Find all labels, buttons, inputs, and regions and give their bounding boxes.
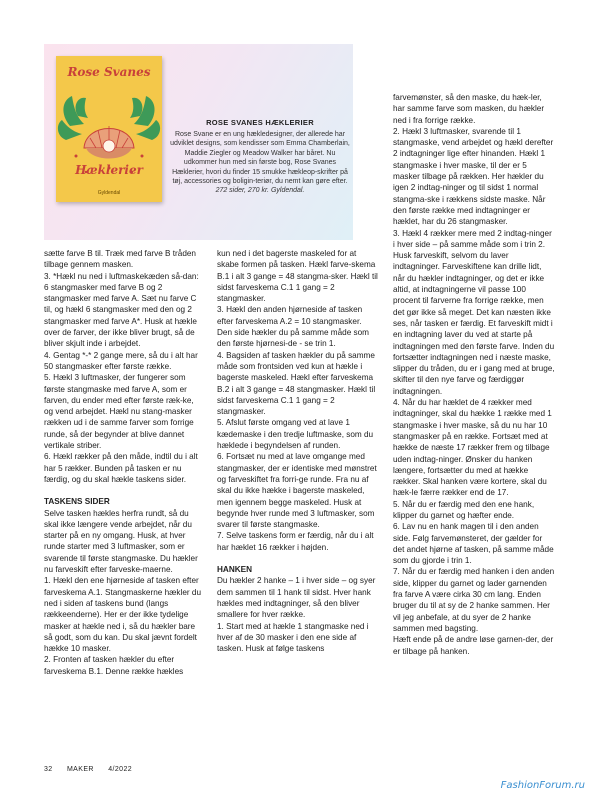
paragraph: farvemønster, så den maske, du hæk-ler, har samme farve som masken, du hækler ned i fra forrige række. (393, 93, 545, 125)
paragraph: Hæft ende på de andre løse garnen-der, der er tilbage på hanken. (393, 635, 554, 656)
paragraph: 5. Afslut første omgang ved at lave 1 kædemaske i den tredje luftmaske, som du hæklede i begyndelsen af runden. (217, 418, 374, 451)
cover-title-line1: Rose Svanes (67, 65, 151, 79)
promo-meta: 272 sider, 270 kr. Gyldendal. (215, 187, 305, 195)
paragraph: 3. Hækl den anden hjørneside af tasken efter farveskema A.2 = 10 stangmasker. Den side hækler du på samme måde som den første hjørnesi-de - se trin 1. (217, 305, 369, 349)
paragraph: 6. Lav nu en hank magen til i den anden side. Følg farvemønsteret, der gælder for det andet hjørne af tasken, på samme måde som du gjorde i trin 1. (393, 522, 554, 566)
cover-title-line2: Hæklerier (75, 163, 143, 177)
book-promo-text (170, 118, 350, 196)
promo-body: Rose Svane er en ung hækledesigner, der allerede har udviklet designs, som kendisser som Emma Chamberlain, Maddie Ziegler og Meadow Walker har båret. Nu udkommer hun med sin første bog, Rose Svanes Hæklerier, hvori du finder 15 smukke hækleop-skrifter på tøj, accessories og boligin-teriør, du nemt kan gøre efter. (170, 131, 350, 186)
paragraph: sætte farve B til. Træk med farve B tråden tilbage gennem masken. (44, 249, 196, 270)
paragraph: kun ned i det bagerste maskeled for at skabe formen på tasken. Hækl farve-skema B.1 i alt 3 gange = 48 stangma-sker. Hækl til sidst farveskema C.1 1 gang = 2 stangmasker. (217, 249, 378, 304)
page-footer (44, 766, 144, 773)
text-column-1 (44, 248, 204, 677)
paragraph: 7. Selve taskens form er færdig, når du i alt har hæklet 16 rækker i højden. (217, 531, 374, 552)
issue-number: 4/2022 (108, 766, 133, 773)
cover-publisher: Gyldendal (97, 190, 121, 196)
paragraph: 7. Når du er færdig med hanken i den anden side, klipper du garnet og lader garnenden fra farve A være cirka 30 cm lang. Enden bruger du til at sy de 2 hanke sammen. Her vil jeg anbefale, at du syer de 2 hanke sammen med bagsting. (393, 567, 555, 633)
paragraph: Selve tasken hækles herfra rundt, så du skal ikke længere vende arbejdet, når du starter på en ny omgang. Husk, at hver runde starter med 3 luftmasker, som er svarende til første stangmaske. Du hækler nu farveskift efter farveske-maerne. (44, 508, 198, 575)
paragraph: 5. Hækl 3 luftmasker, der fungerer som første stangmaske med farve A, som er farven, du ender med efter første ræk-ke, og vend arbejdet. Hækl nu stang-masker rækken ud i de samme farver som forrige runde, så der begynder at blive dannet vertikale striber. (44, 373, 194, 451)
paragraph: 1. Hækl den ene hjørneside af tasken efter farveskema A.1. Stangmaskerne hækler du ned i siden af taskens bund (langs rækkeenderne). Her er der ikke tydelige masker at hækle ned i, så du hækler bare så godt, som du kan. Du skal jævnt fordelt hække 10 masker. (44, 576, 202, 654)
promo-heading: ROSE SVANES HÆKLERIER (206, 118, 314, 127)
paragraph: 2. Fronten af tasken hækler du efter farveskema B.1. Denne række hækles (44, 655, 184, 676)
paragraph: 3. *Hækl nu ned i luftmaskekæden så-dan: 6 stangmasker med farve B og 2 stangmasker med farve A. Sæt nu farve C til, og hækl 6 stangmasker med den og 2 stangmasker med farve A*. Husk at hækle over de farver, der ikke bliver brugt, så de bliver skjult inde i arbejdet. (44, 271, 199, 349)
paragraph: 6. Fortsæt nu med at lave omgange med stangmasker, der er identiske med mønstret og farveskiftet fra forri-ge runde. Fra nu af skal du ikke hække i bagerste maskeled, men igennem begge maskeled. Husk at begynde hver runde med 3 luftmasker, som svarer til første stangmaske. (217, 452, 377, 530)
paragraph: 3. Hækl 4 rækker mere med 2 indtag-ninger i hver side – på samme måde som i trin 2. Husk farveskift, selvom du laver indtagninger. Farveskiftene kan drille lidt, når du hækler indtagninger, og det er ikke altid, at indtagningerne vil passe 100 procent til farverne fra forrige række, men det gør ikke så meget. Det kan næsten ikke ses, når tasken er færdig. Et farveskift midt i en indtagning laver du ved at starte på indtagningen med den første farve. Inden du fortsætter indtagningen ned i næste maske, slipper du tråden, du er i gang med at bruge, skifter til den nye farve og færdiggør indtagningen. (393, 228, 555, 396)
paragraph: 6. Hækl rækker på den måde, indtil du i alt har 5 rækker. Bunden på tasken er nu færdig, og du skal hækle taskens sider. (44, 452, 198, 484)
paragraph: 2. Hækl 3 luftmasker, svarende til 1 stangmaske, vend arbejdet og hækl derefter 2 indtagninger lige efter hinanden. Hækl 1 stangmaske i hver maske, til der er 5 masker tilbage på rækken. Her hækler du igen 2 indtag-ninger og til sidst 1 normal stangma-ske i rækkens sidste maske. Når den første række med indtagninger er hæklet, har du 26 stangmasker. (393, 126, 554, 227)
subheading-hanken: HANKEN (217, 565, 253, 575)
book-cover (56, 56, 162, 202)
paragraph: 4. Gentag *-* 2 gange mere, så du i alt har 50 stangmasker efter første række. (44, 350, 198, 371)
text-column-3 (393, 92, 555, 657)
text-column-2 (217, 248, 378, 654)
paragraph: 4. Bagsiden af tasken hækler du på samme måde som frontsiden ved kun at hækle i bagerste maskeled. Hækl efter farveskema B.2 i alt 3 gange = 48 stangmasker. Hækl til sidst farveskema C.1 1 gang = 2 stangmasker. (217, 350, 376, 417)
magazine-name: MAKER (66, 766, 94, 773)
page-number: 32 (44, 766, 53, 773)
paragraph: Du hækler 2 hanke – 1 i hver side – og syer dem sammen til 1 hank til sidst. Hver hank hækles med indtagninger, så den bliver smallere for hver række. (217, 576, 376, 620)
paragraph: 5. Når du er færdig med den ene hank, klipper du garnet og hæfter ende. (393, 499, 535, 520)
paragraph: 4. Når du har hæklet de 4 rækker med indtagninger, skal du hække 1 række med 1 stangmaske i hver maske, så du nu har 10 stangmasker på en række. Fortsæt med at hække de næste 17 rækker frem og tilbage uden indtag-ninger. Ønsker du hanken længere, fortsætter du med at hække rækker. Skal hanken være kortere, skal du hæk-le færre rækker end de 17. (393, 398, 552, 498)
paragraph: 1. Start med at hækle 1 stangmaske ned i hver af de 30 masker i den ene side af tasken. Husk at følge taskens (217, 621, 369, 654)
subheading-taskens-sider: TASKENS SIDER (44, 497, 110, 507)
watermark: FashionForum.ru (500, 780, 585, 791)
